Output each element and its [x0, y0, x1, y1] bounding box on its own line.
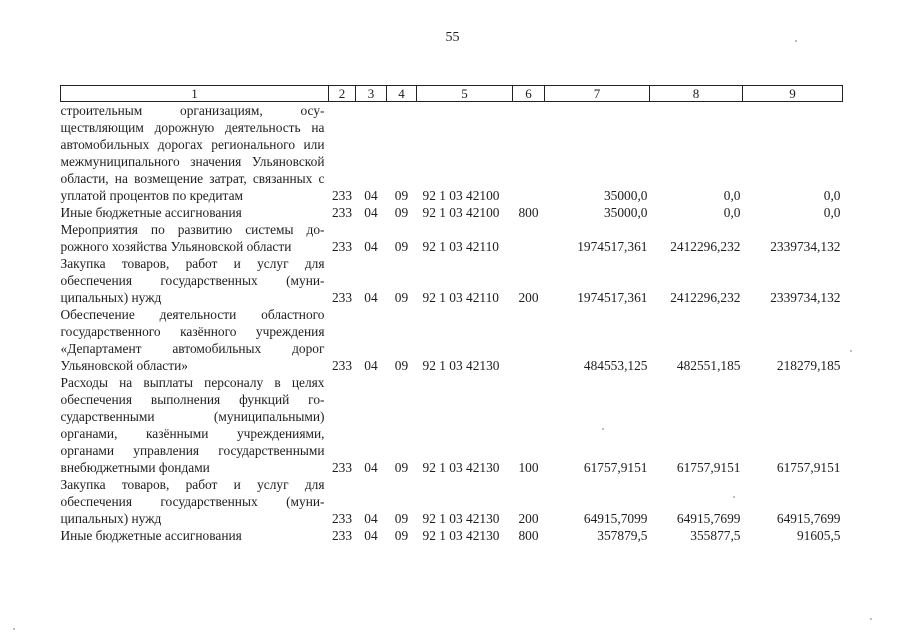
cell-amount-col8: 64915,7699 — [676, 511, 741, 526]
row-name: Расходы на выплаты персоналу в целях обеспечения выполнения функций государственными (муниципальными) органами, казёнными учреждениями, органами управления государственными внебюджетными фондами — [60, 375, 325, 475]
column-header: 9 — [743, 86, 843, 102]
cell-target-article: 92 1 03 42130 — [422, 528, 500, 543]
cell-amount-col8: 61757,9151 — [676, 460, 741, 475]
table-row — [61, 221, 843, 255]
cell-amount-col9: 64915,7699 — [776, 511, 841, 526]
row-name: Закупка товаров, работ и услуг для обеспечения государственных (муниципальных) нужд — [60, 256, 325, 305]
cell-subsection: 09 — [394, 205, 409, 220]
cell-ministry-code: 233 — [331, 528, 353, 543]
table-row — [61, 306, 843, 374]
cell-expense-type: 200 — [518, 290, 539, 305]
cell-section: 04 — [364, 358, 378, 373]
cell-section: 04 — [364, 511, 378, 526]
scan-speck — [733, 496, 735, 498]
cell-amount-col8: 2412296,232 — [670, 239, 741, 254]
cell-ministry-code: 233 — [331, 205, 353, 220]
cell-amount-col9: 2339734,132 — [770, 290, 841, 305]
column-header: 7 — [545, 86, 650, 102]
cell-target-article: 92 1 03 42110 — [422, 290, 499, 305]
cell-amount-col7: 1974517,361 — [577, 239, 648, 254]
cell-target-article: 92 1 03 42130 — [422, 460, 500, 475]
cell-subsection: 09 — [394, 239, 409, 254]
row-name: Иные бюджетные ассигнования — [60, 528, 242, 543]
cell-target-article: 92 1 03 42130 — [422, 358, 500, 373]
cell-amount-col8: 355877,5 — [690, 528, 741, 543]
cell-amount-col7: 61757,9151 — [583, 460, 648, 475]
column-header: 3 — [356, 86, 387, 102]
scan-speck — [850, 350, 852, 352]
cell-amount-col9: 61757,9151 — [776, 460, 841, 475]
cell-subsection: 09 — [394, 511, 409, 526]
cell-expense-type — [513, 221, 545, 255]
cell-expense-type: 800 — [518, 528, 539, 543]
cell-expense-type: 100 — [518, 460, 539, 475]
cell-amount-col8: 0,0 — [723, 188, 741, 203]
cell-amount-col8: 2412296,232 — [670, 290, 741, 305]
cell-expense-type: 800 — [518, 205, 539, 220]
cell-subsection: 09 — [394, 358, 409, 373]
row-name: Иные бюджетные ассигнования — [60, 205, 242, 220]
cell-amount-col7: 357879,5 — [597, 528, 648, 543]
table-row — [61, 374, 843, 476]
scan-speck — [795, 40, 797, 42]
cell-amount-col9: 0,0 — [823, 205, 841, 220]
cell-amount-col8: 482551,185 — [676, 358, 741, 373]
cell-amount-col8: 0,0 — [723, 205, 741, 220]
cell-section: 04 — [364, 460, 378, 475]
cell-section: 04 — [364, 528, 378, 543]
cell-ministry-code: 233 — [331, 290, 353, 305]
table-row — [61, 102, 843, 205]
cell-subsection: 09 — [394, 460, 409, 475]
scan-speck — [602, 428, 604, 430]
cell-expense-type: 200 — [518, 511, 539, 526]
cell-target-article: 92 1 03 42110 — [422, 239, 499, 254]
cell-ministry-code: 233 — [331, 188, 353, 203]
cell-subsection: 09 — [394, 188, 409, 203]
cell-expense-type — [513, 102, 545, 205]
cell-amount-col7: 1974517,361 — [577, 290, 648, 305]
cell-ministry-code: 233 — [331, 358, 353, 373]
cell-ministry-code: 233 — [331, 511, 353, 526]
cell-amount-col7: 64915,7099 — [583, 511, 648, 526]
cell-amount-col7: 35000,0 — [603, 205, 648, 220]
cell-amount-col9: 2339734,132 — [770, 239, 841, 254]
cell-amount-col7: 484553,125 — [583, 358, 648, 373]
scan-speck — [13, 628, 15, 630]
column-header: 5 — [417, 86, 513, 102]
budget-table — [60, 85, 843, 544]
cell-expense-type — [513, 306, 545, 374]
cell-section: 04 — [364, 205, 378, 220]
column-header: 6 — [513, 86, 545, 102]
table-row — [61, 527, 843, 544]
column-header: 8 — [650, 86, 743, 102]
scan-speck — [870, 618, 872, 620]
row-name: Мероприятия по развитию системы дорожного хозяйства Ульяновской области — [60, 222, 325, 254]
cell-amount-col9: 0,0 — [823, 188, 841, 203]
cell-target-article: 92 1 03 42130 — [422, 511, 500, 526]
cell-section: 04 — [364, 239, 378, 254]
row-name: Закупка товаров, работ и услуг для обеспечения государственных (муниципальных) нужд — [60, 477, 325, 526]
cell-ministry-code: 233 — [331, 239, 353, 254]
column-header: 1 — [61, 86, 329, 102]
cell-amount-col9: 218279,185 — [776, 358, 841, 373]
header-row — [61, 86, 843, 102]
cell-ministry-code: 233 — [331, 460, 353, 475]
cell-subsection: 09 — [394, 528, 409, 543]
cell-target-article: 92 1 03 42100 — [422, 188, 500, 203]
cell-section: 04 — [364, 188, 378, 203]
table-row — [61, 204, 843, 221]
column-header: 2 — [329, 86, 356, 102]
cell-section: 04 — [364, 290, 378, 305]
column-header: 4 — [387, 86, 417, 102]
cell-target-article: 92 1 03 42100 — [422, 205, 500, 220]
page-number: 55 — [445, 30, 460, 45]
cell-amount-col9: 91605,5 — [796, 528, 841, 543]
row-name: строительным организациям, осуществляющим дорожную деятельность на автомобильных дорогах регионального или межмуниципального значения Ульяновской области, на возмещение затрат, связанных с уплатой процентов по кредитам — [60, 103, 325, 203]
table-row — [61, 476, 843, 527]
table-row — [61, 255, 843, 306]
cell-subsection: 09 — [394, 290, 409, 305]
row-name: Обеспечение деятельности областного государственного казённого учреждения «Департамент автомобильных дорог Ульяновской области» — [60, 307, 325, 373]
cell-amount-col7: 35000,0 — [603, 188, 648, 203]
